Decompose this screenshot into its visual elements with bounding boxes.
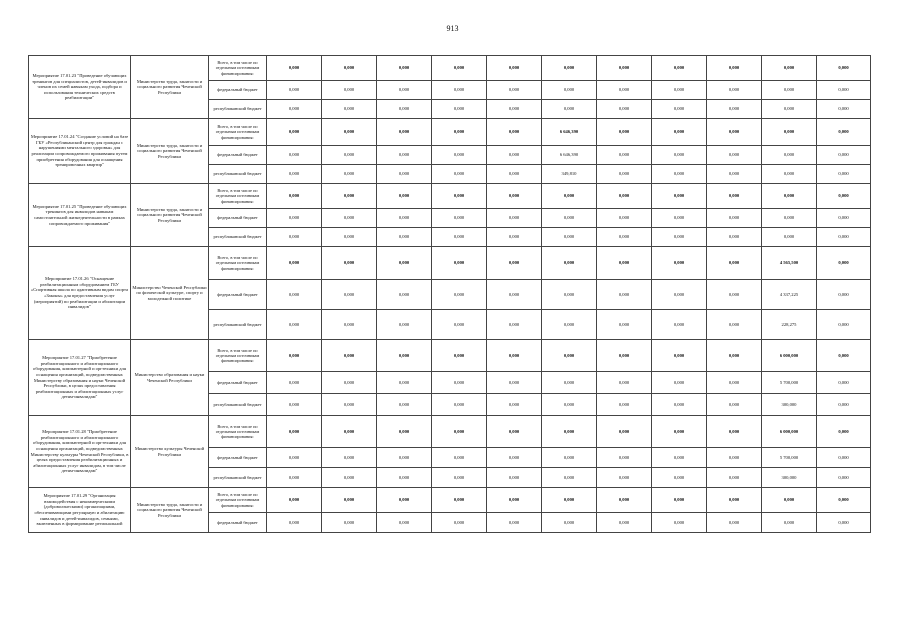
amount-cell: 0,000: [597, 146, 652, 165]
amount-cell: 0,000: [542, 100, 597, 119]
amount-cell: 0,000: [597, 228, 652, 247]
amount-cell: 0,000: [377, 448, 432, 468]
amount-cell: 0,000: [322, 340, 377, 372]
source-cell: Всего, в том числе по отдельным источникам финансирования:: [209, 340, 267, 372]
amount-cell: 0,000: [707, 165, 762, 184]
source-cell: федеральный бюджет: [209, 146, 267, 165]
amount-cell: 0,000: [652, 513, 707, 533]
amount-cell: 0,000: [707, 209, 762, 228]
amount-cell: 0,000: [597, 394, 652, 416]
amount-cell: 0,000: [542, 416, 597, 448]
amount-cell: 4 565,500: [762, 247, 817, 280]
amount-cell: 0,000: [817, 119, 871, 146]
amount-cell: 0,000: [487, 372, 542, 394]
amount-cell: 0,000: [817, 165, 871, 184]
amount-cell: 0,000: [817, 340, 871, 372]
amount-cell: 0,000: [597, 310, 652, 340]
amount-cell: 0,000: [267, 310, 322, 340]
amount-cell: 0,000: [652, 488, 707, 513]
table-row: [29, 416, 871, 448]
amount-cell: 0,000: [267, 100, 322, 119]
amount-cell: 0,000: [542, 468, 597, 488]
amount-cell: 0,000: [377, 228, 432, 247]
amount-cell: 0,000: [542, 340, 597, 372]
source-cell: Всего, в том числе по отдельным источникам финансирования:: [209, 416, 267, 448]
amount-cell: 0,000: [377, 394, 432, 416]
amount-cell: 0,000: [487, 119, 542, 146]
amount-cell: 0,000: [487, 513, 542, 533]
amount-cell: 0,000: [707, 310, 762, 340]
amount-cell: 0,000: [597, 372, 652, 394]
amount-cell: 0,000: [487, 56, 542, 81]
table-row: [29, 340, 871, 372]
amount-cell: 0,000: [487, 209, 542, 228]
amount-cell: 0,000: [707, 100, 762, 119]
amount-cell: 0,000: [597, 209, 652, 228]
amount-cell: 0,000: [652, 56, 707, 81]
amount-cell: 0,000: [762, 56, 817, 81]
amount-cell: 0,000: [597, 340, 652, 372]
table-row: [29, 247, 871, 280]
amount-cell: 0,000: [267, 416, 322, 448]
amount-cell: 0,000: [432, 310, 487, 340]
amount-cell: 0,000: [817, 513, 871, 533]
amount-cell: 0,000: [377, 513, 432, 533]
amount-cell: 6 000,000: [762, 416, 817, 448]
amount-cell: 0,000: [597, 81, 652, 100]
amount-cell: 0,000: [817, 81, 871, 100]
amount-cell: 0,000: [377, 247, 432, 280]
amount-cell: 0,000: [652, 119, 707, 146]
executor-cell: Министерство образования и науки Чеченской Республики: [131, 340, 209, 416]
amount-cell: 0,000: [267, 81, 322, 100]
table-row: [29, 184, 871, 209]
amount-cell: 0,000: [762, 119, 817, 146]
amount-cell: 0,000: [707, 394, 762, 416]
amount-cell: 0,000: [597, 247, 652, 280]
amount-cell: 0,000: [762, 228, 817, 247]
amount-cell: 0,000: [432, 56, 487, 81]
amount-cell: 0,000: [322, 184, 377, 209]
amount-cell: 0,000: [817, 372, 871, 394]
table-row: [29, 56, 871, 81]
source-cell: Всего, в том числе по отдельным источникам финансирования:: [209, 184, 267, 209]
source-cell: Всего, в том числе по отдельным источникам финансирования:: [209, 56, 267, 81]
amount-cell: 0,000: [652, 184, 707, 209]
amount-cell: 0,000: [487, 228, 542, 247]
amount-cell: 0,000: [267, 340, 322, 372]
amount-cell: 0,000: [707, 513, 762, 533]
amount-cell: 0,000: [762, 100, 817, 119]
event-cell: Мероприятие 17.01.28 "Приобретение реабилитационного и абилитационного оборудования, компьютерной и оргтехники для оснащения организаций, подведомственных Министерству культуры Чеченской Республики, в целях предоставления реабилитационных и абилитационных услуг инвалидам, в том числе детям-инвалидам": [29, 416, 131, 488]
amount-cell: 0,000: [267, 372, 322, 394]
amount-cell: 0,000: [652, 228, 707, 247]
amount-cell: 0,000: [487, 184, 542, 209]
amount-cell: 0,000: [542, 56, 597, 81]
amount-cell: 0,000: [377, 468, 432, 488]
source-cell: Всего, в том числе по отдельным источникам финансирования:: [209, 247, 267, 280]
amount-cell: 0,000: [652, 81, 707, 100]
amount-cell: 5 700,000: [762, 448, 817, 468]
amount-cell: 0,000: [597, 448, 652, 468]
amount-cell: 0,000: [652, 340, 707, 372]
table-row: [29, 488, 871, 513]
amount-cell: 0,000: [707, 468, 762, 488]
amount-cell: 0,000: [322, 448, 377, 468]
amount-cell: 0,000: [267, 165, 322, 184]
amount-cell: 0,000: [762, 184, 817, 209]
amount-cell: 0,000: [817, 209, 871, 228]
source-cell: федеральный бюджет: [209, 280, 267, 310]
source-cell: федеральный бюджет: [209, 81, 267, 100]
amount-cell: 0,000: [542, 513, 597, 533]
amount-cell: 0,000: [377, 416, 432, 448]
amount-cell: 0,000: [322, 228, 377, 247]
amount-cell: 0,000: [432, 280, 487, 310]
amount-cell: 300,000: [762, 394, 817, 416]
amount-cell: 0,000: [542, 394, 597, 416]
amount-cell: 0,000: [432, 100, 487, 119]
amount-cell: 0,000: [597, 416, 652, 448]
amount-cell: 0,000: [322, 280, 377, 310]
amount-cell: 0,000: [432, 165, 487, 184]
amount-cell: 0,000: [542, 247, 597, 280]
executor-cell: Министерство труда, занятости и социального развития Чеченской Республики: [131, 119, 209, 184]
amount-cell: 0,000: [432, 340, 487, 372]
amount-cell: 0,000: [597, 513, 652, 533]
amount-cell: 0,000: [267, 468, 322, 488]
event-cell: Мероприятие 17.01.27 "Приобретение реабилитационного и абилитационного оборудования, компьютерной и оргтехники для оснащения организаций, подведомственных Министерству образования и науки Чеченской Республики, в целях предоставления реабилитационных и абилитационных услуг детям-инвалидам": [29, 340, 131, 416]
amount-cell: 0,000: [322, 468, 377, 488]
amount-cell: 0,000: [707, 184, 762, 209]
source-cell: республиканский бюджет: [209, 468, 267, 488]
amount-cell: 0,000: [377, 184, 432, 209]
amount-cell: 0,000: [817, 468, 871, 488]
amount-cell: 0,000: [597, 119, 652, 146]
amount-cell: 0,000: [377, 488, 432, 513]
amount-cell: 0,000: [267, 280, 322, 310]
amount-cell: 0,000: [652, 448, 707, 468]
budget-table: [28, 55, 871, 533]
amount-cell: 0,000: [652, 209, 707, 228]
amount-cell: 0,000: [597, 100, 652, 119]
amount-cell: 0,000: [817, 184, 871, 209]
amount-cell: 0,000: [652, 310, 707, 340]
amount-cell: 0,000: [542, 488, 597, 513]
event-cell: Мероприятие 17.01.24 "Создание условий на базе ГБУ «Республиканский центр для граждан с нарушениями ментального здоровья» для реализации сопровождаемого проживания путем приобретения оборудования для оснащения тренировочных квартир": [29, 119, 131, 184]
amount-cell: 0,000: [377, 209, 432, 228]
amount-cell: 0,000: [377, 165, 432, 184]
amount-cell: 0,000: [267, 209, 322, 228]
source-cell: республиканский бюджет: [209, 394, 267, 416]
amount-cell: 0,000: [597, 184, 652, 209]
amount-cell: 0,000: [432, 372, 487, 394]
amount-cell: 0,000: [322, 247, 377, 280]
amount-cell: 0,000: [322, 416, 377, 448]
source-cell: Всего, в том числе по отдельным источникам финансирования:: [209, 119, 267, 146]
amount-cell: 0,000: [817, 488, 871, 513]
amount-cell: 0,000: [542, 280, 597, 310]
table-row: [29, 119, 871, 146]
amount-cell: 0,000: [817, 416, 871, 448]
amount-cell: 6 000,000: [762, 340, 817, 372]
executor-cell: Министерство труда, занятости и социального развития Чеченской Республики: [131, 56, 209, 119]
source-cell: федеральный бюджет: [209, 209, 267, 228]
amount-cell: 0,000: [542, 372, 597, 394]
amount-cell: 0,000: [817, 280, 871, 310]
amount-cell: 5 700,000: [762, 372, 817, 394]
amount-cell: 0,000: [432, 119, 487, 146]
amount-cell: 0,000: [652, 100, 707, 119]
amount-cell: 0,000: [377, 340, 432, 372]
amount-cell: 0,000: [707, 119, 762, 146]
amount-cell: 0,000: [487, 340, 542, 372]
amount-cell: 0,000: [377, 146, 432, 165]
amount-cell: 0,000: [762, 165, 817, 184]
amount-cell: 0,000: [322, 488, 377, 513]
page-number: 913: [446, 24, 459, 33]
amount-cell: 0,000: [432, 81, 487, 100]
executor-cell: Министерство культуры Чеченской Республики: [131, 416, 209, 488]
amount-cell: 0,000: [377, 100, 432, 119]
amount-cell: 0,000: [817, 310, 871, 340]
amount-cell: 0,000: [652, 468, 707, 488]
amount-cell: 0,000: [597, 165, 652, 184]
amount-cell: 228,275: [762, 310, 817, 340]
amount-cell: 0,000: [377, 372, 432, 394]
amount-cell: 0,000: [267, 119, 322, 146]
amount-cell: 0,000: [432, 488, 487, 513]
executor-cell: Министерство труда, занятости и социального развития Чеченской Республики: [131, 488, 209, 533]
amount-cell: 0,000: [267, 513, 322, 533]
amount-cell: 0,000: [487, 100, 542, 119]
amount-cell: 0,000: [542, 209, 597, 228]
amount-cell: 0,000: [652, 394, 707, 416]
amount-cell: 0,000: [432, 468, 487, 488]
amount-cell: 0,000: [377, 56, 432, 81]
amount-cell: 0,000: [762, 209, 817, 228]
amount-cell: 0,000: [267, 488, 322, 513]
amount-cell: 0,000: [377, 119, 432, 146]
amount-cell: 0,000: [432, 184, 487, 209]
amount-cell: 0,000: [707, 280, 762, 310]
amount-cell: 0,000: [597, 488, 652, 513]
amount-cell: 0,000: [762, 81, 817, 100]
amount-cell: 0,000: [707, 56, 762, 81]
amount-cell: 0,000: [432, 416, 487, 448]
amount-cell: 0,000: [322, 513, 377, 533]
amount-cell: 0,000: [267, 228, 322, 247]
amount-cell: 0,000: [487, 310, 542, 340]
amount-cell: 0,000: [542, 448, 597, 468]
amount-cell: 0,000: [707, 228, 762, 247]
amount-cell: 6 646,390: [542, 119, 597, 146]
event-cell: Мероприятие 17.01.26 "Оснащение реабилитационным оборудованием ГБУ «Спортивная школа по адаптивным видам спорта «Законы» для предоставления услуг (мероприятий) по реабилитации и абилитации инвалидов": [29, 247, 131, 340]
amount-cell: 4 337,225: [762, 280, 817, 310]
amount-cell: 0,000: [432, 247, 487, 280]
amount-cell: 0,000: [817, 394, 871, 416]
amount-cell: 0,000: [267, 247, 322, 280]
amount-cell: 0,000: [652, 146, 707, 165]
amount-cell: 0,000: [322, 119, 377, 146]
source-cell: республиканский бюджет: [209, 100, 267, 119]
amount-cell: 0,000: [707, 488, 762, 513]
amount-cell: 0,000: [322, 146, 377, 165]
amount-cell: 0,000: [542, 310, 597, 340]
amount-cell: 0,000: [652, 416, 707, 448]
amount-cell: 0,000: [542, 228, 597, 247]
amount-cell: 0,000: [322, 100, 377, 119]
amount-cell: 0,000: [487, 81, 542, 100]
amount-cell: 0,000: [432, 228, 487, 247]
amount-cell: 0,000: [817, 448, 871, 468]
amount-cell: 0,000: [432, 394, 487, 416]
amount-cell: 0,000: [487, 416, 542, 448]
amount-cell: 0,000: [652, 372, 707, 394]
source-cell: федеральный бюджет: [209, 513, 267, 533]
amount-cell: 0,000: [377, 81, 432, 100]
amount-cell: 300,000: [762, 468, 817, 488]
amount-cell: 0,000: [817, 228, 871, 247]
amount-cell: 0,000: [707, 247, 762, 280]
amount-cell: 0,000: [597, 280, 652, 310]
amount-cell: 0,000: [652, 280, 707, 310]
amount-cell: 0,000: [267, 184, 322, 209]
amount-cell: 0,000: [707, 146, 762, 165]
amount-cell: 0,000: [377, 280, 432, 310]
source-cell: Всего, в том числе по отдельным источникам финансирования:: [209, 488, 267, 513]
amount-cell: 0,000: [487, 165, 542, 184]
amount-cell: 0,000: [542, 81, 597, 100]
amount-cell: 349,810: [542, 165, 597, 184]
amount-cell: 0,000: [762, 146, 817, 165]
amount-cell: 0,000: [597, 468, 652, 488]
amount-cell: 0,000: [322, 209, 377, 228]
amount-cell: 0,000: [322, 165, 377, 184]
amount-cell: 0,000: [322, 56, 377, 81]
source-cell: федеральный бюджет: [209, 448, 267, 468]
amount-cell: 0,000: [652, 247, 707, 280]
amount-cell: 0,000: [707, 416, 762, 448]
event-cell: Мероприятие 17.01.29 "Организация взаимодействия с некоммерческими (добровольческими) организациями, обеспечивающими регулярную и абилитацию инвалидов и детей-инвалидов, семьями, включенных в формирование региональной: [29, 488, 131, 533]
amount-cell: 0,000: [487, 280, 542, 310]
amount-cell: 0,000: [432, 513, 487, 533]
source-cell: республиканский бюджет: [209, 310, 267, 340]
executor-cell: Министерство труда, занятости и социального развития Чеченской Республики: [131, 184, 209, 247]
source-cell: федеральный бюджет: [209, 372, 267, 394]
amount-cell: 0,000: [487, 146, 542, 165]
amount-cell: 0,000: [487, 448, 542, 468]
event-cell: Мероприятие 17.01.25 "Проведение обучающих тренингов для инвалидов навыкам самостоятельной жизнедеятельности в рамках сопровождаемого проживания": [29, 184, 131, 247]
amount-cell: 0,000: [377, 310, 432, 340]
amount-cell: 0,000: [817, 100, 871, 119]
amount-cell: 0,000: [817, 56, 871, 81]
amount-cell: 0,000: [322, 81, 377, 100]
amount-cell: 0,000: [707, 372, 762, 394]
amount-cell: 0,000: [487, 394, 542, 416]
amount-cell: 0,000: [267, 448, 322, 468]
amount-cell: 0,000: [707, 340, 762, 372]
amount-cell: 0,000: [432, 146, 487, 165]
amount-cell: 0,000: [707, 81, 762, 100]
amount-cell: 0,000: [707, 448, 762, 468]
amount-cell: 0,000: [322, 310, 377, 340]
event-cell: Мероприятие 17.01.23 "Проведение обучающих тренингов для специалистов, детей-инвалидов и членов их семей навыкам ухода, подбора и использования технических средств реабилитации": [29, 56, 131, 119]
amount-cell: 0,000: [487, 247, 542, 280]
amount-cell: 6 646,390: [542, 146, 597, 165]
amount-cell: 0,000: [432, 209, 487, 228]
amount-cell: 0,000: [322, 372, 377, 394]
amount-cell: 0,000: [267, 146, 322, 165]
amount-cell: 0,000: [487, 488, 542, 513]
amount-cell: 0,000: [597, 56, 652, 81]
amount-cell: 0,000: [322, 394, 377, 416]
amount-cell: 0,000: [267, 394, 322, 416]
amount-cell: 0,000: [762, 513, 817, 533]
amount-cell: 0,000: [542, 184, 597, 209]
amount-cell: 0,000: [432, 448, 487, 468]
source-cell: республиканский бюджет: [209, 165, 267, 184]
source-cell: республиканский бюджет: [209, 228, 267, 247]
amount-cell: 0,000: [487, 468, 542, 488]
amount-cell: 0,000: [817, 146, 871, 165]
amount-cell: 0,000: [817, 247, 871, 280]
amount-cell: 0,000: [267, 56, 322, 81]
amount-cell: 0,000: [762, 488, 817, 513]
executor-cell: Министерство Чеченской Республики по физической культуре, спорту и молодежной политике: [131, 247, 209, 340]
amount-cell: 0,000: [652, 165, 707, 184]
